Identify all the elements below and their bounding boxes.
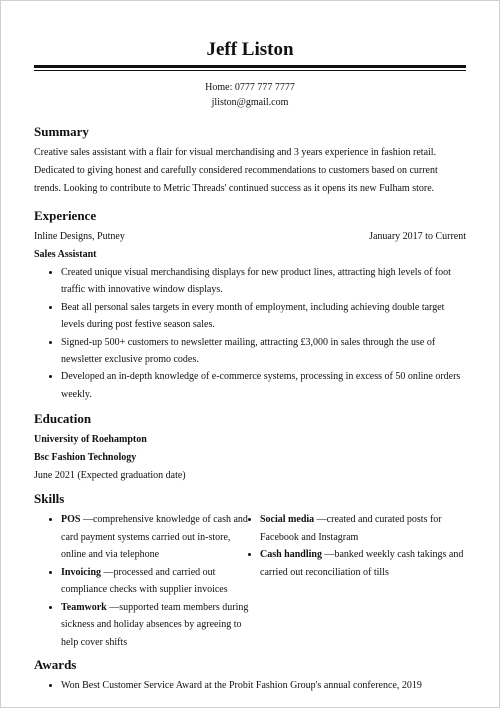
header-divider-thick: [34, 65, 466, 68]
skill-name: Social media: [260, 514, 315, 526]
experience-section: [34, 208, 466, 403]
graduation-date: June 2021 (Expected graduation date): [34, 470, 186, 482]
job-dates: January 2017 to Current: [369, 231, 466, 242]
email-address: jliston@gmail.com: [211, 97, 289, 108]
skills-heading: Skills: [34, 491, 65, 507]
skill-name: POS: [61, 514, 81, 526]
list-item: • Developed an in-depth knowledge of e-commerce systems, processing in excess of 50 online orders weekly.: [61, 368, 466, 403]
experience-heading: Experience: [34, 208, 97, 223]
header-divider-thin: [34, 70, 466, 71]
skill-name: Invoicing: [61, 566, 102, 578]
skills-left-list: [34, 511, 250, 651]
education-section: [34, 411, 466, 485]
skill-item: [61, 511, 250, 564]
awards-heading: Awards: [34, 657, 77, 673]
employer-name: Inline Designs, Putney: [34, 231, 125, 242]
awards-section: [34, 657, 466, 694]
job-title: Sales Assistant: [34, 249, 97, 260]
skill-description: —created and curated posts for Facebook and Instagram: [260, 514, 442, 543]
contact-info: [34, 80, 466, 110]
skill-item: [61, 564, 250, 599]
job-header: [34, 228, 466, 246]
experience-bullet-list: [34, 264, 466, 403]
skill-name: Teamwork: [61, 601, 107, 613]
list-item: • Created unique visual merchandising displays for new product lines, attracting high levels of foot traffic with innovative window displays.: [61, 264, 466, 299]
skill-description: —banked weekly cash takings and carried out reconciliation of tills: [260, 549, 464, 578]
skills-right-list: [250, 511, 466, 651]
awards-list: [34, 677, 466, 694]
phone-number: Home: 0777 777 7777: [205, 82, 295, 93]
candidate-name: Jeff Liston: [206, 39, 294, 60]
skill-item: [61, 599, 250, 652]
skill-description: —comprehensive knowledge of cash and card payment systems carried out in-store, online and via telephone: [61, 514, 248, 561]
skills-columns: [34, 511, 466, 651]
education-heading: Education: [34, 411, 92, 427]
skill-item: [260, 511, 466, 546]
skill-item: [260, 546, 466, 581]
degree-name: Bsc Fashion Technology: [34, 452, 137, 464]
list-item: • Signed-up 500+ customers to newsletter mailing, attracting £3,000 in sales through the use of newsletter exclusive promo codes.: [61, 334, 466, 369]
skill-description: —supported team members during sickness and holiday absences by agreeing to help cover shifts: [61, 601, 249, 648]
summary-text: Creative sales assistant with a flair for visual merchandising and 3 years experience in fashion retail. Dedicated to giving honest and carefully considered recommendations to customers based on current trends. Looking to contribute to Metric Threads' continued success as it opens its new Fulham store.: [34, 147, 438, 194]
summary-section: [34, 124, 466, 198]
school-name: University of Roehampton: [34, 434, 147, 446]
summary-heading: Summary: [34, 124, 89, 139]
skill-description: —processed and carried out compliance checks with supplier invoices: [61, 566, 228, 596]
skill-name: Cash handling: [260, 549, 322, 561]
list-item: • Beat all personal sales targets in every month of employment, including achieving double target levels during post festive season sales.: [61, 299, 466, 334]
skills-section: [34, 491, 466, 651]
list-item: • Won Best Customer Service Award at the Probit Fashion Group's annual conference, 2019: [61, 677, 466, 694]
